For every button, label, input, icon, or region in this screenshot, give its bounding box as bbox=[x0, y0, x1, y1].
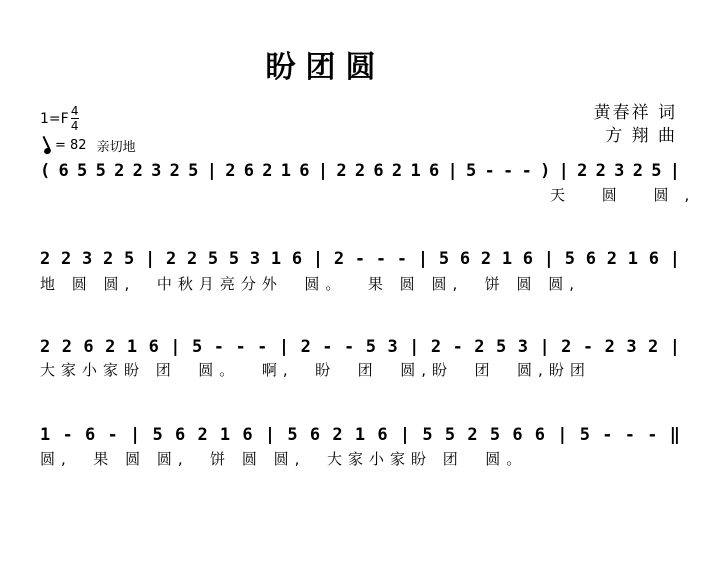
score-line-4: 1 - 6 - | 5 6 2 1 6 | 5 6 2 1 6 | 5 5 2 5 6 6 | 5 - - - ‖ bbox=[40, 425, 680, 445]
composer-credit: 方 翔 曲 bbox=[605, 126, 677, 146]
expression-mark: 亲切地 bbox=[96, 140, 136, 155]
lyricist-credit: 黄春祥 词 bbox=[593, 103, 677, 123]
lyric-line-2: 地 圆 圆, 中秋月亮分外 圆。 果 圆 圆, 饼 圆 圆, bbox=[40, 275, 581, 293]
key-label: 1=F bbox=[40, 110, 69, 127]
lyric-line-4: 圆, 果 圆 圆, 饼 圆 圆, 大家小家盼 团 圆。 bbox=[40, 450, 528, 468]
tempo-value: = 82 bbox=[55, 138, 87, 153]
lyric-line-1: 天 圆 圆, bbox=[550, 186, 706, 204]
time-signature: $\frac{4}{4}$ bbox=[70, 104, 79, 133]
lyric-line-3: 大家小家盼 团 圆。 啊, 盼 团 圆,盼 团 圆,盼团 bbox=[40, 361, 591, 379]
song-title: 盼团圆 bbox=[265, 50, 386, 85]
score-line-2: 2 2 3 2 5 | 2 2 5 5 3 1 6 | 2 - - - | 5 6 2 1 6 | 5 6 2 1 6 | bbox=[40, 249, 680, 269]
score-line-1: ( 6 5 5 2 2 3 2 5 | 2 6 2 1 6 | 2 2 6 2 1 6 | 5 - - - ) | 2 2 3 2 5 | bbox=[40, 161, 680, 181]
score-line-3: 2 2 6 2 1 6 | 5 - - - | 2 - - 5 3 | 2 - 2 5 3 | 2 - 2 3 2 | bbox=[40, 337, 680, 357]
